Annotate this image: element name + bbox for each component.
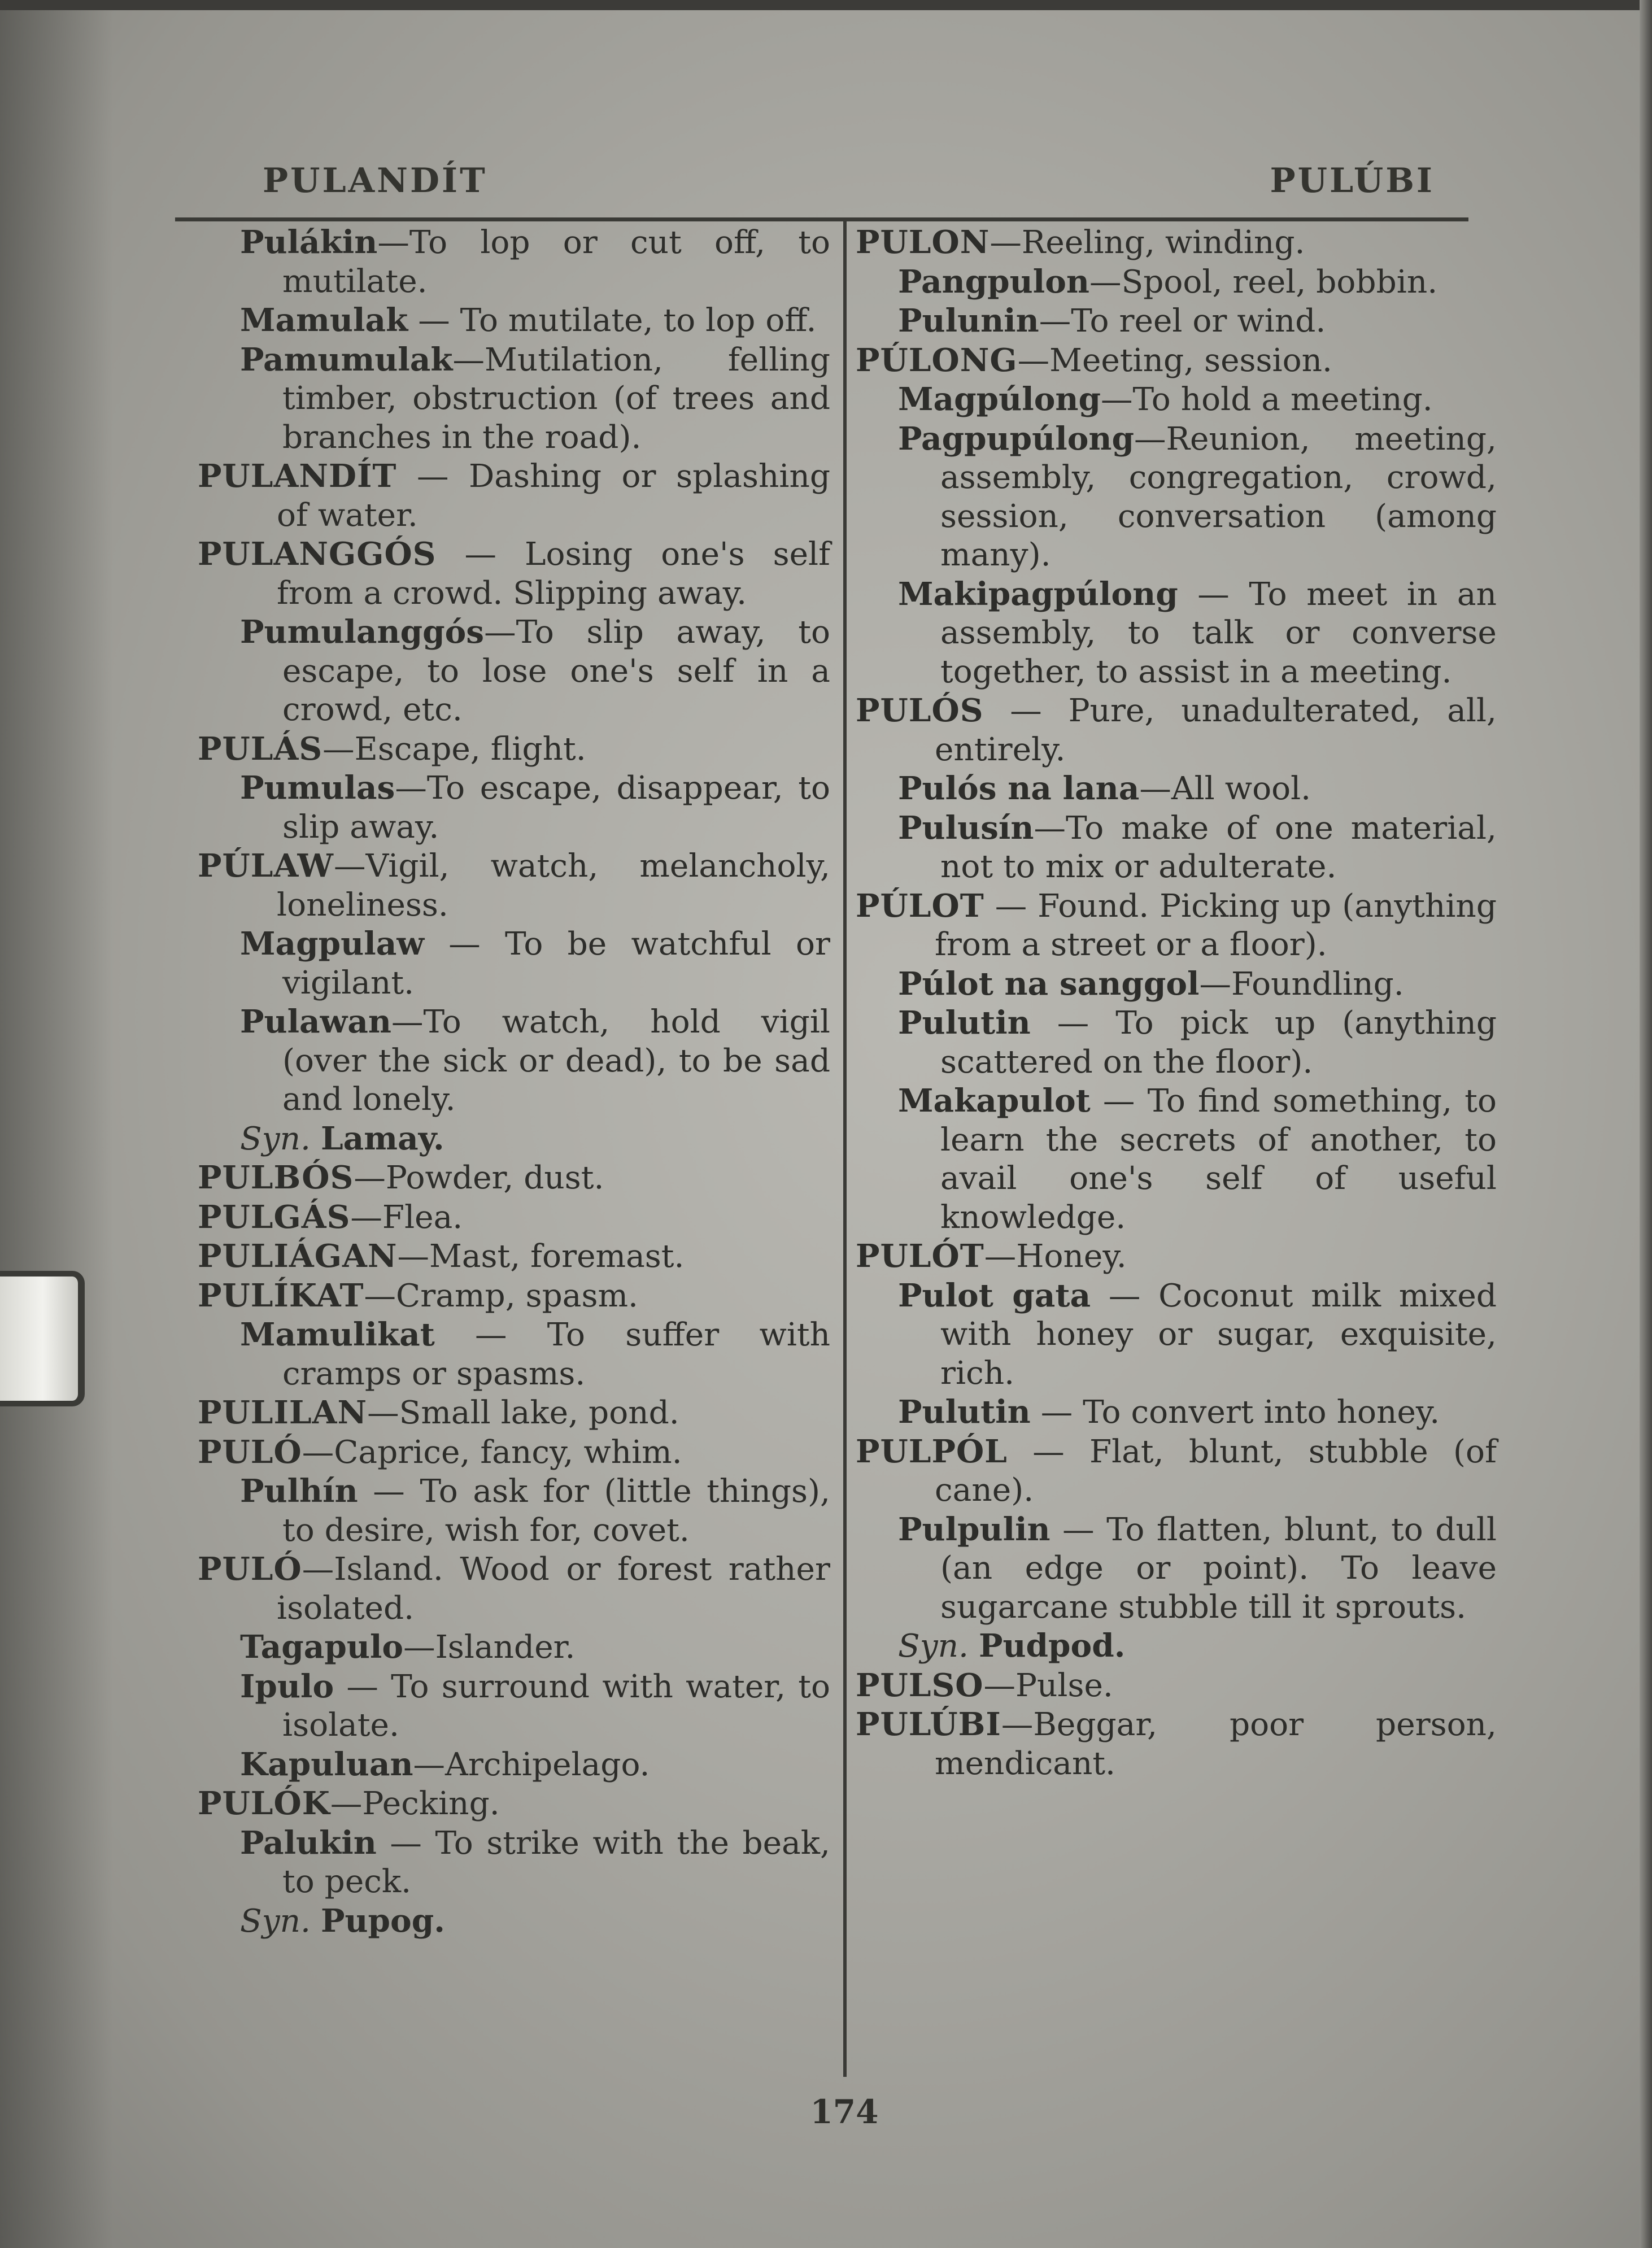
dictionary-entry: [856, 1666, 1497, 1706]
spine-shadow: [0, 0, 113, 2248]
definition: Archipelago.: [445, 1746, 650, 1783]
headword: PULON: [856, 224, 990, 261]
subheadword: Pulhín: [240, 1472, 358, 1510]
synonym-word: Pudpod.: [978, 1627, 1126, 1665]
dictionary-entry: [198, 1550, 830, 1628]
headword: PULBÓS: [198, 1159, 354, 1196]
entry-separator: —: [424, 926, 505, 962]
definition: Mutilation, felling timber, obstruction (of trees and branches in the road).: [282, 341, 830, 456]
definition: Pulse.: [1015, 1667, 1113, 1704]
entry-separator: —: [397, 1238, 429, 1275]
definition: Dashing or splashing of water.: [277, 458, 830, 534]
entry-separator: —: [408, 302, 460, 339]
entry-separator: —: [302, 1551, 334, 1588]
headword: PULANGGÓS: [198, 535, 437, 573]
definition: Islander.: [435, 1629, 576, 1666]
entry-separator: —: [1100, 381, 1133, 418]
definition: To slip away, to escape, to lose one's self in a crowd, etc.: [282, 614, 830, 728]
subheadword: Pulusín: [898, 809, 1034, 847]
entry-separator: —: [1090, 1083, 1148, 1119]
definition: To meet in an assembly, to talk or converse together, to assist in a meeting.: [940, 576, 1497, 690]
subheadword: Púlot na sanggol: [898, 965, 1200, 1003]
headword: PULÓ: [198, 1550, 302, 1588]
derived-entry: [856, 1393, 1497, 1432]
dictionary-entry: [198, 1237, 830, 1277]
entry-separator: —: [1199, 965, 1231, 1003]
entry-separator: —: [396, 458, 469, 495]
derived-entry: [856, 1004, 1497, 1082]
page-number: 174: [810, 2093, 879, 2131]
headword: PULGÁS: [198, 1198, 351, 1236]
definition: Cramp, spasm.: [396, 1277, 638, 1314]
derived-entry: [198, 1745, 830, 1785]
definition: To escape, disappear, to slip away.: [282, 770, 830, 846]
entry-separator: —: [1030, 1394, 1083, 1431]
derived-entry: [198, 1315, 830, 1393]
definition: Powder, dust.: [385, 1160, 604, 1196]
subheadword: Pumulas: [240, 769, 395, 807]
headword: PULIÁGAN: [198, 1238, 398, 1275]
entry-separator: —: [1034, 809, 1066, 847]
entry-separator: —: [354, 1160, 386, 1196]
entry-separator: —: [330, 1785, 363, 1822]
entry-separator: —: [1139, 770, 1171, 807]
derived-entry: [856, 1082, 1497, 1237]
definition: Honey.: [1016, 1238, 1127, 1275]
synonym-word: Lamay.: [320, 1119, 444, 1157]
header-rule: [175, 217, 1468, 221]
definition: Pure, unadulterated, all, entirely.: [935, 692, 1497, 768]
entry-separator: —: [413, 1746, 446, 1783]
entry-separator: —: [377, 224, 409, 261]
bookmark-tab: [0, 1271, 85, 1406]
synonym-label: Syn.: [240, 1902, 311, 1940]
entry-separator: —: [1134, 420, 1166, 458]
definition: Escape, flight.: [354, 730, 586, 768]
subheadword: Ipulo: [240, 1667, 334, 1705]
entry-separator: —: [1001, 1706, 1034, 1743]
definition: Meeting, session.: [1049, 342, 1332, 379]
dictionary-entry: [198, 1277, 830, 1316]
derived-entry: [198, 223, 830, 301]
subheadword: Pulunin: [898, 302, 1039, 339]
derived-entry: [198, 613, 830, 730]
subheadword: Kapuluan: [240, 1745, 413, 1783]
entry-separator: —: [395, 770, 427, 807]
entry-separator: —: [333, 848, 366, 885]
subheadword: Pangpulon: [898, 263, 1089, 300]
subheadword: Tagapulo: [240, 1628, 404, 1666]
definition: Beggar, poor person, mendicant.: [935, 1706, 1497, 1782]
synonym-label: Syn.: [898, 1628, 969, 1665]
entry-separator: —: [376, 1824, 435, 1862]
entry-separator: —: [983, 692, 1069, 729]
derived-entry: [856, 965, 1497, 1004]
subheadword: Pamumulak: [240, 341, 453, 378]
subheadword: Pulpulin: [898, 1510, 1051, 1548]
subheadword: Mamulak: [240, 302, 408, 339]
synonym-line: [856, 1627, 1497, 1666]
definition: Reunion, meeting, assembly, congregation, crowd, session, conversation (among many).: [940, 420, 1497, 573]
definition: All wool.: [1171, 770, 1311, 807]
definition: Losing one's self from a crowd. Slipping away.: [277, 536, 830, 612]
dictionary-entry: [856, 691, 1497, 769]
derived-entry: [198, 1628, 830, 1667]
definition: Flea.: [382, 1199, 463, 1236]
headword: PULPÓL: [856, 1432, 1008, 1470]
entry-separator: —: [984, 887, 1038, 925]
headword: PULÓ: [198, 1433, 302, 1471]
subheadword: Pulákin: [240, 224, 378, 261]
entry-separator: —: [302, 1434, 334, 1471]
headword: PULILAN: [198, 1394, 368, 1431]
subheadword: Magpulaw: [240, 925, 424, 962]
dictionary-entry: [856, 1237, 1497, 1277]
subheadword: Pumulanggós: [240, 613, 485, 651]
entry-separator: —: [350, 1199, 382, 1236]
definition: To lop or cut off, to mutilate.: [282, 224, 830, 300]
derived-entry: [856, 380, 1497, 420]
entry-separator: —: [1030, 1005, 1116, 1042]
entry-separator: —: [358, 1473, 420, 1510]
derived-entry: [856, 1510, 1497, 1627]
subheadword: Makapulot: [898, 1082, 1091, 1119]
headword: PULÓS: [856, 692, 984, 729]
subheadword: Palukin: [240, 1824, 377, 1862]
dictionary-entry: [856, 1432, 1497, 1510]
definition: Small lake, pond.: [399, 1395, 679, 1431]
dictionary-entry: [856, 341, 1497, 381]
page-right-edge: [1640, 0, 1652, 2248]
dictionary-entry: [198, 535, 830, 613]
dictionary-entry: [198, 457, 830, 535]
synonym-line: [198, 1902, 830, 1941]
definition: Vigil, watch, melancholy, loneliness.: [277, 848, 830, 923]
entry-separator: —: [1050, 1511, 1107, 1548]
derived-entry: [856, 420, 1497, 575]
entry-separator: —: [990, 224, 1022, 261]
definition: To watch, hold vigil (over the sick or dead), to be sad and lonely.: [282, 1004, 830, 1118]
definition: Flat, blunt, stubble (of cane).: [935, 1433, 1497, 1509]
headword: PÚLAW: [198, 847, 334, 885]
synonym-label: Syn.: [240, 1120, 311, 1157]
headword: PÚLOT: [856, 887, 984, 925]
dictionary-entry: [198, 1433, 830, 1472]
subheadword: Pulutin: [898, 1393, 1031, 1431]
entry-separator: —: [1089, 263, 1122, 300]
derived-entry: [856, 809, 1497, 887]
dictionary-entry: [856, 1705, 1497, 1783]
definition: Spool, reel, bobbin.: [1121, 263, 1438, 300]
definition: To surround with water, to isolate.: [282, 1668, 830, 1744]
definition: Reeling, winding.: [1021, 224, 1305, 261]
subheadword: Pulot gata: [898, 1277, 1091, 1314]
dictionary-entry: [198, 1198, 830, 1238]
entry-separator: —: [391, 1004, 424, 1040]
headword: PULÍKAT: [198, 1277, 364, 1314]
derived-entry: [198, 1824, 830, 1902]
derived-entry: [856, 263, 1497, 302]
derived-entry: [856, 769, 1497, 809]
dictionary-entry: [856, 223, 1497, 263]
headword: PÚLONG: [856, 341, 1018, 379]
entry-separator: —: [434, 1317, 547, 1353]
synonym-word: Pupog.: [320, 1902, 445, 1940]
dictionary-entry: [198, 730, 830, 769]
entry-separator: —: [484, 614, 516, 651]
headword: PULÓT: [856, 1238, 984, 1275]
running-head-right: PULÚBI: [1270, 161, 1435, 201]
derived-entry: [198, 769, 830, 847]
dictionary-entry: [198, 847, 830, 925]
subheadword: Pagpupúlong: [898, 420, 1134, 458]
entry-separator: —: [1178, 576, 1249, 613]
headword: PULÓK: [198, 1785, 330, 1822]
definition: Found. Picking up (anything from a street or a floor).: [935, 887, 1497, 963]
entry-separator: —: [367, 1395, 399, 1431]
definition: Island. Wood or forest rather isolated.: [277, 1551, 830, 1627]
headword: PULÁS: [198, 730, 323, 768]
definition: To find something, to learn the secrets of another, to avail one's self of useful knowledge.: [940, 1083, 1497, 1236]
page-top-edge: [0, 0, 1652, 10]
subheadword: Mamulikat: [240, 1316, 435, 1353]
definition: Foundling.: [1231, 965, 1404, 1003]
running-head-left: PULANDÍT: [263, 161, 487, 201]
right-column: [856, 223, 1497, 1783]
definition: To convert into honey.: [1083, 1394, 1440, 1431]
derived-entry: [856, 575, 1497, 692]
definition: Pecking.: [362, 1785, 500, 1822]
derived-entry: [198, 1667, 830, 1745]
definition: To make of one material, not to mix or adulterate.: [940, 809, 1497, 885]
derived-entry: [198, 925, 830, 1003]
headword: PULSO: [856, 1666, 984, 1704]
definition: To flatten, blunt, to dull (an edge or point). To leave sugarcane stubble till it sprouts.: [940, 1511, 1497, 1626]
definition: To mutilate, to lop off.: [460, 302, 817, 339]
definition: To ask for (little things), to desire, wish for, covet.: [282, 1473, 831, 1549]
entry-separator: —: [452, 341, 485, 378]
definition: To be watchful or vigilant.: [282, 926, 830, 1001]
synonym-line: [198, 1119, 830, 1159]
dictionary-entry: [198, 1784, 830, 1824]
subheadword: Magpúlong: [898, 381, 1101, 418]
derived-entry: [856, 1277, 1497, 1393]
definition: Mast, foremast.: [429, 1238, 685, 1275]
definition: Caprice, fancy, whim.: [334, 1434, 682, 1471]
dictionary-entry: [856, 887, 1497, 965]
entry-separator: —: [1039, 303, 1071, 339]
entry-separator: —: [334, 1668, 391, 1705]
entry-separator: —: [1007, 1433, 1089, 1470]
dictionary-entry: [198, 1158, 830, 1198]
entry-separator: —: [322, 730, 355, 768]
entry-separator: —: [403, 1629, 435, 1666]
headword: PULANDÍT: [198, 458, 397, 495]
definition: To hold a meeting.: [1132, 381, 1433, 418]
subheadword: Pulutin: [898, 1004, 1031, 1042]
left-column: [198, 223, 830, 1941]
entry-separator: —: [1091, 1277, 1159, 1314]
entry-separator: —: [436, 536, 525, 573]
definition: To pick up (anything scattered on the floor).: [940, 1005, 1497, 1081]
column-divider: [843, 221, 847, 2077]
entry-separator: —: [364, 1277, 396, 1314]
dictionary-entry: [198, 1393, 830, 1433]
derived-entry: [198, 1472, 830, 1550]
derived-entry: [198, 301, 830, 341]
definition: Coconut milk mixed with honey or sugar, exquisite, rich.: [940, 1277, 1497, 1392]
definition: To strike with the beak, to peck.: [282, 1824, 830, 1900]
derived-entry: [198, 341, 830, 458]
derived-entry: [856, 302, 1497, 341]
subheadword: Makipagpúlong: [898, 575, 1178, 613]
headword: PULÚBI: [856, 1706, 1001, 1743]
subheadword: Pulawan: [240, 1003, 391, 1040]
subheadword: Pulós na lana: [898, 770, 1140, 807]
derived-entry: [198, 1003, 830, 1119]
definition: To reel or wind.: [1071, 303, 1326, 339]
entry-separator: —: [983, 1667, 1016, 1704]
entry-separator: —: [984, 1238, 1017, 1275]
definition: To suffer with cramps or spasms.: [282, 1317, 831, 1392]
entry-separator: —: [1017, 342, 1050, 379]
